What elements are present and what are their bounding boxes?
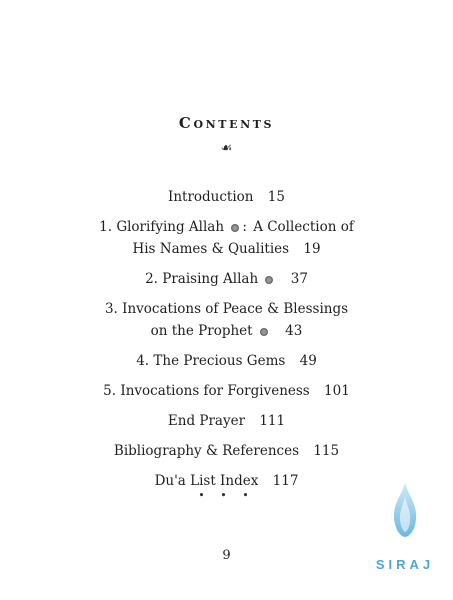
toc-entry-invocations-forgiveness[interactable] [60, 380, 393, 402]
toc-entry-precious-gems[interactable] [60, 350, 393, 372]
entry-title: Invocations for Forgiveness [120, 383, 310, 399]
toc-entry-end-prayer[interactable] [60, 410, 393, 432]
entry-title-line-2: on the Prophet [150, 323, 253, 339]
section-divider-stars: • • • [198, 489, 255, 502]
page-number: 9 [222, 548, 231, 563]
entry-page: 101 [324, 383, 350, 399]
entry-number: 4. [136, 353, 150, 369]
toc-entry-bibliography[interactable] [60, 440, 393, 462]
entry-page: 15 [267, 189, 285, 205]
siraj-watermark [372, 482, 438, 572]
entry-number: 1. [99, 219, 113, 235]
entry-title: Du'a List Index [154, 473, 259, 489]
contents-heading: Contents [178, 114, 275, 132]
entry-title-line-2: His Names & Qualities [132, 241, 290, 257]
entry-title: The Precious Gems [153, 353, 286, 369]
toc-entry-introduction[interactable] [60, 186, 393, 208]
entry-page: 117 [272, 473, 299, 489]
flame-drop-icon [391, 482, 419, 538]
toc-entry-glorifying-allah[interactable]: 1. Glorifying Allah : A Collection of His Names & Qualities 19 [99, 219, 354, 257]
entry-number: 5. [103, 383, 117, 399]
fleuron-ornament-icon: ☙ [220, 141, 233, 156]
entry-page: 43 [285, 323, 303, 339]
honorific-seal-icon [231, 224, 239, 232]
entry-number: 2. [145, 271, 158, 287]
toc-entry-invocations-peace[interactable] [60, 298, 393, 342]
entry-title: Bibliography & References [113, 443, 300, 459]
entry-page: 111 [259, 413, 286, 429]
table-of-contents [60, 186, 393, 500]
entry-page: 49 [299, 353, 317, 369]
entry-title: End Prayer [167, 413, 246, 429]
entry-number: 3. [104, 301, 118, 317]
entry-page: 37 [290, 271, 308, 287]
entry-title: Introduction [168, 189, 254, 205]
entry-page: 115 [313, 443, 340, 459]
entry-page: 19 [303, 241, 321, 257]
entry-title-cont: A Collection of [253, 219, 354, 235]
entry-title: Glorifying Allah [116, 219, 225, 235]
honorific-seal-icon [265, 276, 273, 284]
entry-title: Praising Allah [162, 271, 259, 287]
watermark-text: SIRAJ [375, 557, 435, 572]
toc-entry-praising-allah[interactable] [60, 268, 393, 290]
honorific-seal-icon [260, 328, 268, 336]
entry-title: Invocations of Peace & Blessings [122, 301, 349, 317]
